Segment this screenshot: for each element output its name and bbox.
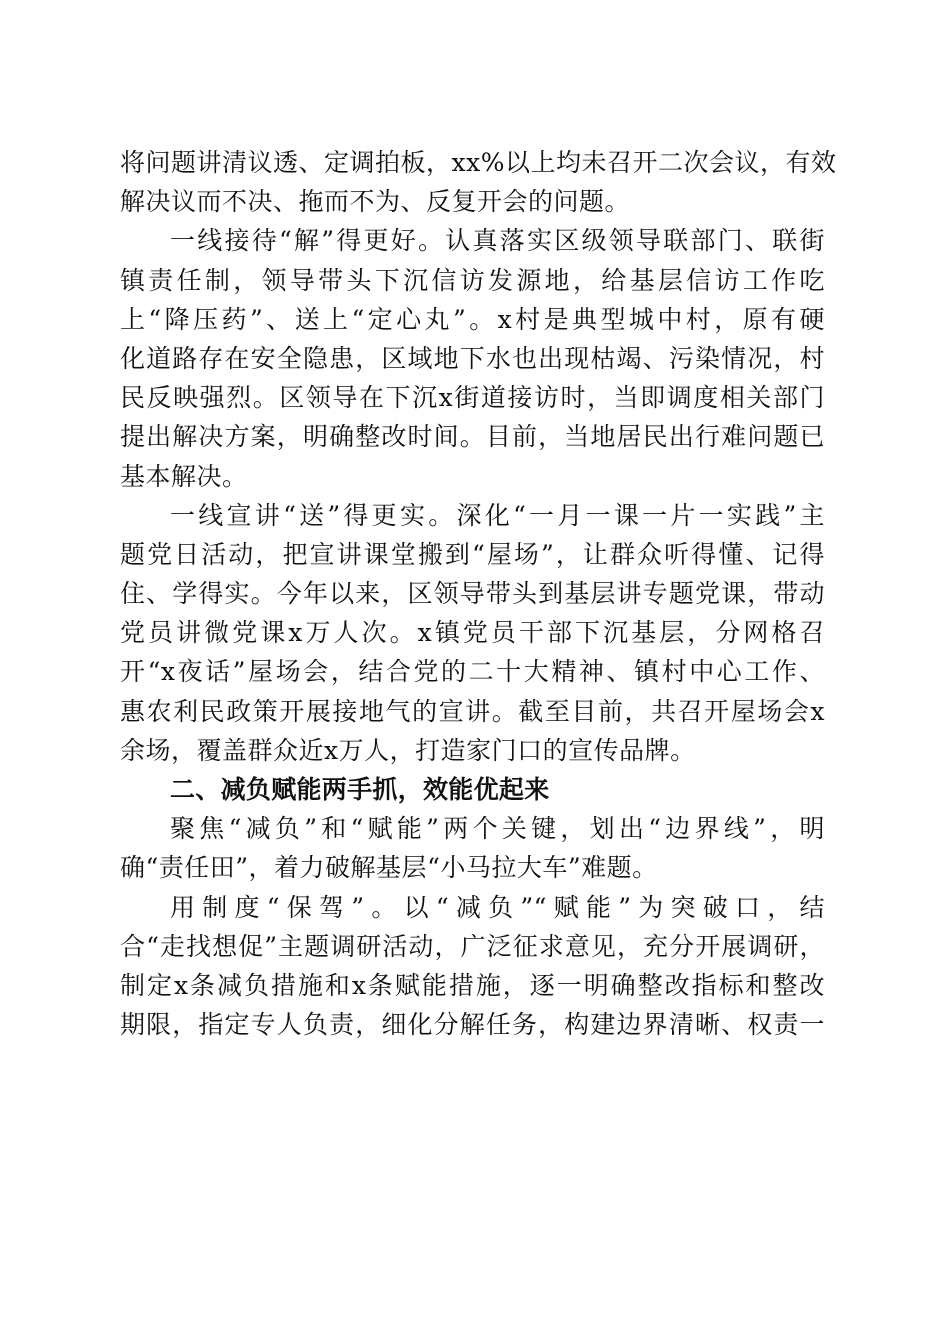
body-line: 确“责任田”，着力破解基层“小马拉大车”难题。 [120,853,658,883]
body-line: 合“走找想促”主题调研活动，广泛征求意见，充分开展调研， [120,931,825,961]
body-line: 化道路存在安全隐患，区域地下水也出现枯竭、污染情况，村 [120,343,825,373]
body-line: 基本解决。 [120,461,248,491]
body-line: 民反映强烈。区领导在下沉x街道接访时，当即调度相关部门 [120,383,825,413]
body-line: 余场，覆盖群众近x万人，打造家门口的宣传品牌。 [120,735,696,765]
paragraph-first-line: 一线宣讲“送”得更实。深化“一月一课一片一实践”主 [170,500,825,530]
body-line: 镇责任制，领导带头下沉信访发源地，给基层信访工作吃 [120,265,825,295]
document-body [120,143,837,1044]
paragraph-first-line: 聚焦“减负”和“赋能”两个关键，划出“边界线”，明 [170,814,825,844]
body-line: 上“降压药”、送上“定心丸”。x村是典型城中村，原有硬 [120,304,825,334]
body-line: 期限，指定专人负责，细化分解任务，构建边界清晰、权责一 [120,1010,825,1040]
paragraph-first-line: 一线接待“解”得更好。认真落实区级领导联部门、联街 [170,226,825,256]
section-heading: 二、减负赋能两手抓，效能优起来 [170,775,550,804]
body-line: 住、学得实。今年以来，区领导带头到基层讲专题党课，带动 [120,579,825,609]
body-line: 党员讲微党课x万人次。x镇党员干部下沉基层，分网格召 [120,618,825,648]
body-line: 提出解决方案，明确整改时间。目前，当地居民出行难问题已 [120,422,825,452]
body-line: 惠农利民政策开展接地气的宣讲。截至目前，共召开屋场会x [120,696,825,726]
paragraph-first-line: 用制度“保驾”。以“减负”“赋能”为突破口，结 [170,892,825,922]
body-line: 开“x夜话”屋场会，结合党的二十大精神、镇村中心工作、 [120,657,825,687]
body-line: 题党日活动，把宣讲课堂搬到“屋场”，让群众听得懂、记得 [120,539,825,569]
body-line: 解决议而不决、拖而不为、反复开会的问题。 [120,187,631,217]
body-line: 制定x条减负措施和x条赋能措施，逐一明确整改指标和整改 [120,970,825,1000]
body-line: 将问题讲清议透、定调拍板，xx%以上均未召开二次会议，有效 [120,148,837,177]
